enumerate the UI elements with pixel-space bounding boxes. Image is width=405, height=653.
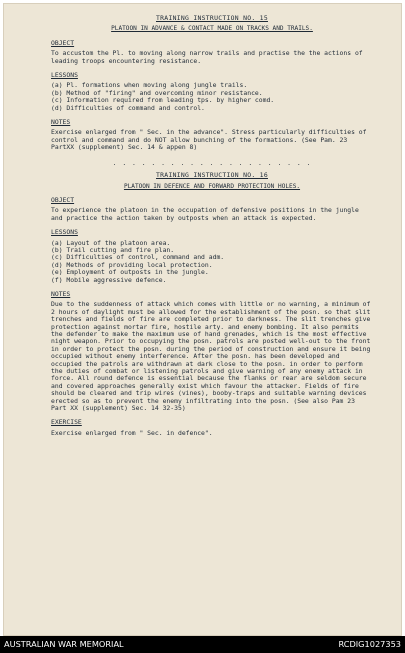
section-separator: . . . . . . . . . . . . . . . . . . . . . — [112, 158, 312, 167]
lesson-item: (b) Trail cutting and fire plan. — [51, 245, 175, 254]
document-page — [3, 3, 402, 636]
instruction-16-subtitle: PLATOON IN DEFENCE AND FORWARD PROTECTION HOLES. — [123, 182, 301, 190]
instruction-15-notes-text: Exercise enlarged from " Sec. in the advance". Stress particularly difficulties of control and command and do NOT allow bunching of the formations. (See Pam. 23 PartXX (supplement) Sec. 14 & appen 8) — [51, 128, 367, 152]
lesson-item: (a) Pl. formations when moving along jungle trails. — [51, 81, 248, 90]
instruction-15-object-text: To accustom the Pl. to moving along narrow trails and practise the the actions of leading troops encountering resistance. — [51, 49, 363, 65]
lesson-item: (d) Methods of providing local protection. — [51, 260, 213, 269]
instruction-16-exercise-text: Exercise enlarged from " Sec. in defence". — [51, 428, 213, 437]
instruction-16-title: TRAINING INSTRUCTION NO. 16 — [156, 171, 268, 180]
document-body — [51, 15, 373, 437]
instruction-15-lessons-heading: LESSONS — [51, 71, 78, 80]
instruction-16-notes-text: Due to the suddenness of attack which comes with little or no warning, a minimum of 2 hours of daylight must be allowed for the establishment of the posn. so that slit trenches and fields of fire are completed prior to darkness. The slit trenches give protection against mortar fire, hostile arty. and enemy bombing. It also permits the defender to make the maximum use of hand grenades, which is the most effective night weapon. Prior to occupying the posn. patrols are posted well-out to the front in order to protect the posn. during the period of construction and ensure it being occupied without enemy interference. After the posn. has been developed and occupied the patrols are withdrawn at dark close to the posn. in order to perform the duties of combat or listening patrols and give warning of any enemy attack in force. All round defence is essential because the flanks or rear are seldom secure and covered approaches generally exist which favour the attacker. Fields of fire should be cleared and trip wires (vines), booby-traps and suitable warning devices erected so as to prevent the enemy infiltrating into the posn. (See also Pam 23 Part XX (supplement) Sec. 14 32-35) — [51, 300, 371, 413]
lesson-item: (c) Difficulties of control, command and adm. — [51, 253, 225, 262]
instruction-16-exercise-heading: EXERCISE — [51, 418, 82, 427]
lesson-item: (e) Employment of outposts in the jungle. — [51, 268, 209, 277]
instruction-16-lessons-heading: LESSONS — [51, 228, 78, 237]
instruction-16-notes-heading: NOTES — [51, 289, 71, 298]
instruction-15-object-heading: OBJECT — [51, 38, 75, 47]
lesson-item: (d) Difficulties of command and control. — [51, 103, 205, 112]
archive-footer-bar — [0, 636, 405, 653]
lesson-item: (c) Information required from leading tps. by higher comd. — [51, 96, 275, 105]
instruction-16-object-text: To experience the platoon in the occupation of defensive positions in the jungle and practice the action taken by outposts when an attack is expected. — [51, 206, 359, 222]
instruction-15-title: TRAINING INSTRUCTION NO. 15 — [156, 14, 268, 22]
instruction-15-lessons-list — [51, 82, 373, 112]
lesson-item: (b) Method of "firing" and overcoming minor resistance. — [51, 88, 263, 97]
footer-source-label: AUSTRALIAN WAR MEMORIAL — [4, 639, 124, 649]
instruction-16-lessons-list — [51, 240, 373, 284]
lesson-item: (f) Mobile aggressive defence. — [51, 275, 167, 284]
lesson-item: (a) Layout of the platoon area. — [51, 238, 171, 247]
instruction-16-object-heading: OBJECT — [51, 195, 75, 204]
instruction-15-notes-heading: NOTES — [51, 118, 71, 127]
instruction-15-subtitle: PLATOON IN ADVANCE & CONTACT MADE ON TRACKS AND TRAILS. — [111, 25, 313, 33]
footer-record-id: RCDIG1027353 — [338, 639, 401, 649]
